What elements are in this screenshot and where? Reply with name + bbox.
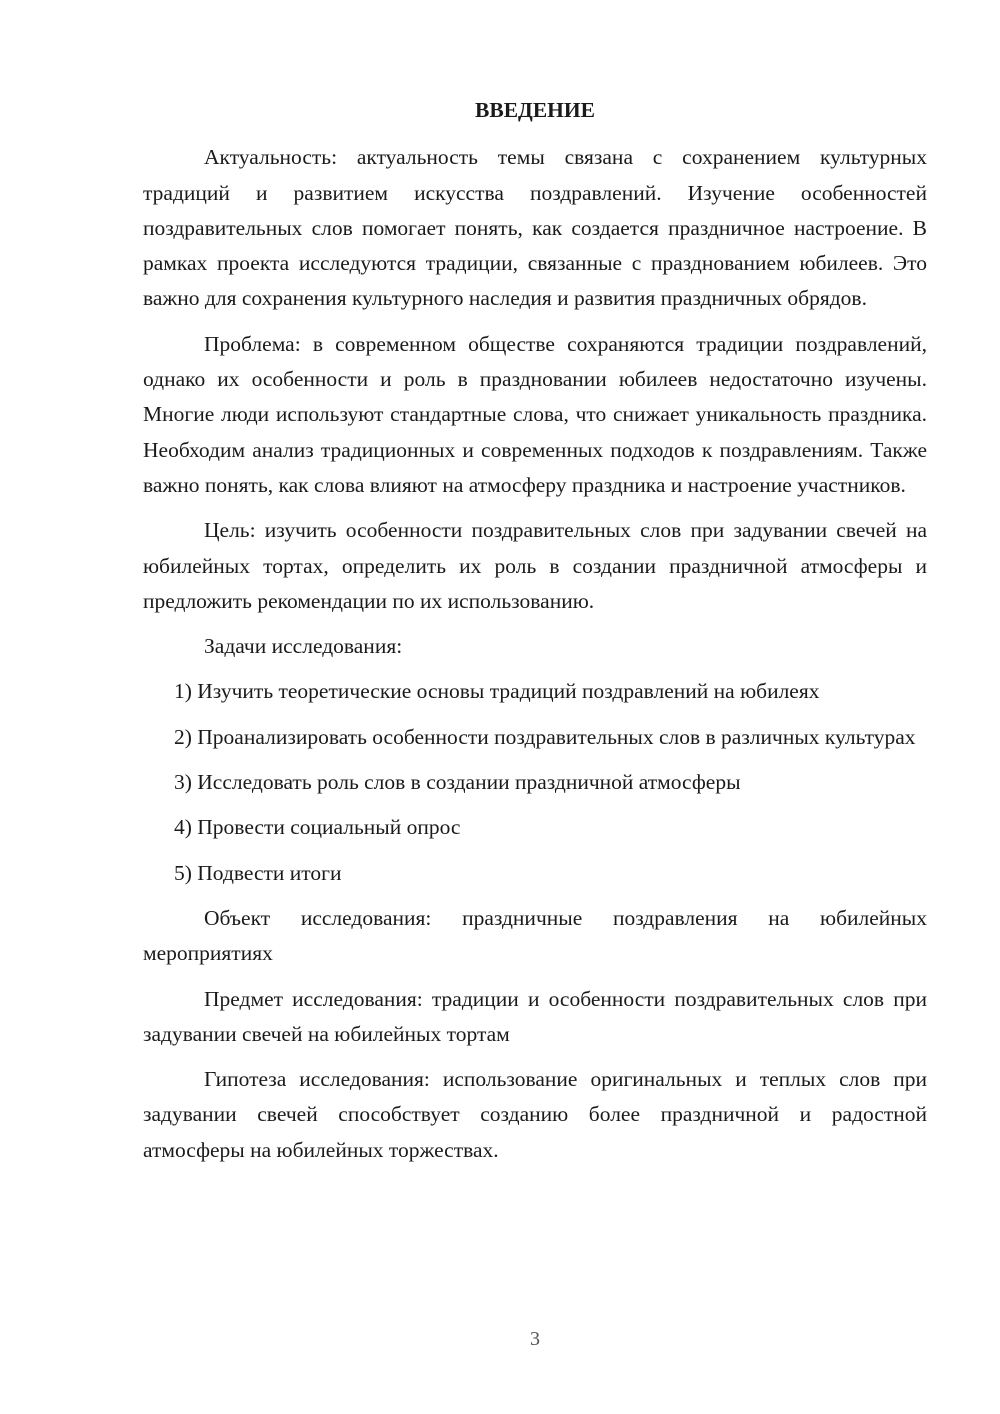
task-item-4: 4) Провести социальный опрос <box>174 815 461 840</box>
task-item-1: 1) Изучить теоретические основы традиций поздравлений на юбилеях <box>174 679 820 704</box>
tasks-heading: Задачи исследования: <box>204 634 403 659</box>
paragraph-goal: Цель: изучить особенности поздравительных слов при задувании свечей на юбилейных тортах, определить их роль в создании праздничной атмосферы и предложить рекомендации по их использованию. <box>143 518 927 613</box>
paragraph-subject: Предмет исследования: традиции и особенности поздравительных слов при задувании свечей на юбилейных тортам <box>143 986 927 1046</box>
task-item-5: 5) Подвести итоги <box>174 860 342 885</box>
paragraph-object: Объект исследования: праздничные поздравления на юбилейных мероприятиях <box>143 905 927 966</box>
task-item-2: 2) Проанализировать особенности поздравительных слов в различных культурах <box>174 724 916 749</box>
task-item-3: 3) Исследовать роль слов в создании праздничной атмосферы <box>174 770 741 795</box>
paragraph-relevance: Актуальность: актуальность темы связана с сохранением культурных традиций и развитием искусства поздравлений. Изучение особенностей поздравительных слов помогает понять, как создается праздничное настроение. В рамках проекта исследуются традиции, связанные с празднованием юбилеев. Это важно для сохранения культурного наследия и развития праздничных обрядов. <box>143 145 927 311</box>
paragraph-hypothesis: Гипотеза исследования: использование оригинальных и теплых слов при задувании свечей способствует созданию более праздничной и радостной атмосферы на юбилейных торжествах. <box>143 1067 927 1162</box>
page-number: 3 <box>530 1328 540 1350</box>
paragraph-problem: Проблема: в современном обществе сохраняются традиции поздравлений, однако их особенности и роль в праздновании юбилеев недостаточно изучены. Многие люди используют стандартные слова, что снижает уникальность праздника. Необходим анализ традиционных и современных подходов к поздравлениям. Также важно понять, как слова влияют на атмосферу праздника и настроение участников. <box>143 331 927 497</box>
document-page <box>143 93 927 1178</box>
section-title: ВВЕДЕНИЕ <box>475 98 595 122</box>
